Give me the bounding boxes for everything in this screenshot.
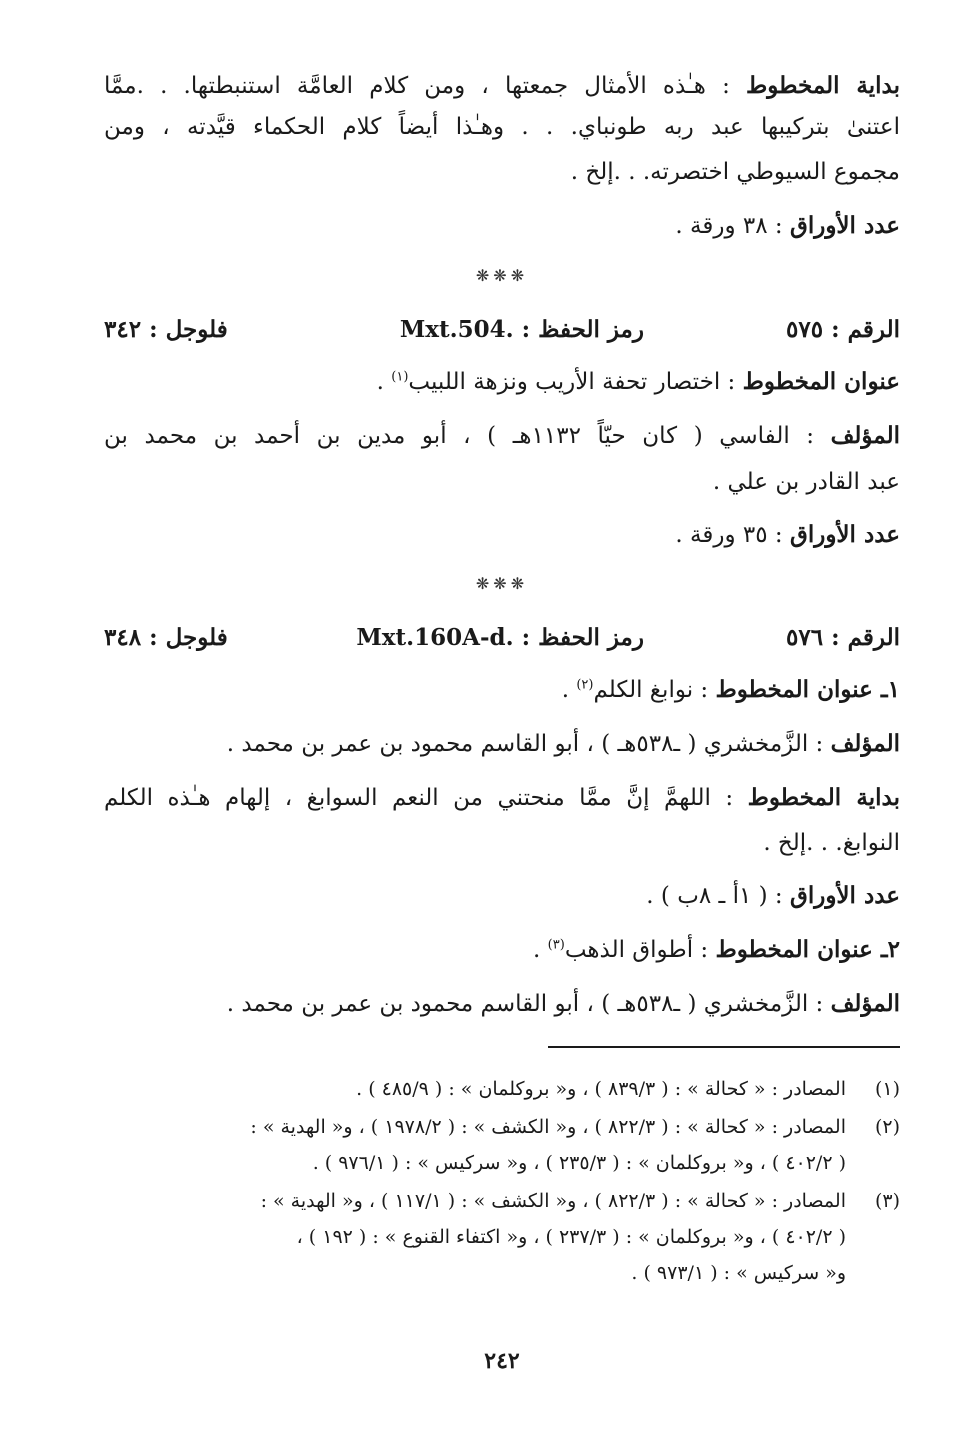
page-number: ٢٤٢ [484, 1348, 520, 1374]
record-number: الرقم : ٥٧٦ [786, 624, 900, 651]
footnote-ref: (٣) [547, 937, 565, 953]
footnote-ref: (١) [391, 369, 409, 385]
leaves-label: عدد الأوراق [789, 882, 900, 909]
shelf-mark: رمز الحفظ : .Mxt.160A-d [356, 624, 644, 651]
author-label: المؤلف [830, 730, 900, 757]
footnote-number: (١) [874, 1078, 900, 1100]
author-label: المؤلف [830, 990, 900, 1017]
title-label: عنوان المخطوط [742, 368, 900, 395]
record-575-author-line2: عبد القادر بن علي . [712, 469, 900, 495]
footnote-number: (٣) [874, 1190, 900, 1212]
footnote-ref: (٢) [576, 677, 594, 693]
record-576-item1-start-line1: بداية المخطوط : اللهمَّ إنَّ ممَّا منحتني من النعم السوابغ ، إلهام هـٰذه الكلم [104, 784, 900, 811]
record-575-leaves: عدد الأوراق : ٣٥ ورقة . [675, 521, 900, 548]
footnote-text: المصادر : « كحالة » : ( ٨٢٢/٣ ) ، و« الكشف » : ( ١٩٧٨/٢ ) ، و« الهدية » : [250, 1116, 846, 1138]
prev-start-line1: بداية المخطوط : هـٰذه الأمثال جمعتها ، ومن كلام العامَّة استنبطتها. . .ممَّا [104, 72, 900, 99]
footnote-text: ( ٤٠٢/٢ ) ، و« بروكلمان » : ( ٢٣٥/٣ ) ، و« سركيس » : ( ٩٧٦/١ ) . [312, 1152, 846, 1174]
record-576-item1-title: ١ـ عنوان المخطوط : نوابغ الكلم$^{(٢)}$ . [561, 676, 900, 703]
footnote-text: المصادر : « كحالة » : ( ٨٢٢/٣ ) ، و« الكشف » : ( ١١٧/١ ) ، و« الهدية » : [260, 1190, 846, 1212]
footnote-text: ( ٤٠٢/٢ ) ، و« بروكلمان » : ( ٢٣٧/٣ ) ، و« اكتفاء القنوع » : ( ١٩٢ ) ، [296, 1226, 846, 1248]
flugel-number: فلوجل : ٣٤٨ [104, 624, 228, 651]
prev-start-line3: مجموع السيوطي اختصرته. . .إلخ . [570, 159, 900, 185]
record-576-item1-author: المؤلف : الزَّمخشري ( ـ٥٣٨هـ ) ، أبو القاسم محمود بن عمر بن محمد . [226, 730, 900, 757]
separator-stars: ❋❋❋ [475, 266, 529, 285]
record-576-item1-start-line2: النوابغ. . .إلخ . [763, 830, 900, 856]
record-576-item1-leaves: عدد الأوراق : ( ١أ ـ ٨ب ) . [646, 882, 900, 909]
title-label: ١ـ عنوان المخطوط [715, 676, 900, 703]
record-576-item2-title: ٢ـ عنوان المخطوط : أطواق الذهب$^{(٣)}$ . [533, 936, 900, 963]
footnote-text: و« سركيس » : ( ٩٧٣/١ ) . [631, 1262, 846, 1284]
title-label: ٢ـ عنوان المخطوط [715, 936, 900, 963]
separator-stars: ❋❋❋ [475, 574, 529, 593]
shelf-mark: رمز الحفظ : .Mxt.504 [399, 316, 644, 343]
record-575-author-line1: المؤلف : الفاسي ( كان حيّاً ١١٣٢هـ ) ، أبو مدين بن أحمد بن محمد بن [104, 422, 900, 449]
flugel-number: فلوجل : ٣٤٢ [104, 316, 228, 343]
leaves-label: عدد الأوراق [789, 521, 900, 548]
record-575-title: عنوان المخطوط : اختصار تحفة الأريب ونزهة اللبيب$^{(١)}$ . [376, 368, 900, 395]
record-576-header [104, 624, 900, 654]
prev-leaves-label: عدد الأوراق [789, 212, 900, 239]
prev-start-line2: اعتنىٰ بتركيبها عبد ربه طونباي. . . وهـٰذا أيضاً كلام الحكماء قيَّدته ، ومن [104, 114, 900, 140]
record-576-item2-author: المؤلف : الزَّمخشري ( ـ٥٣٨هـ ) ، أبو القاسم محمود بن عمر بن محمد . [226, 990, 900, 1017]
start-label: بداية المخطوط [747, 784, 900, 811]
prev-leaves: عدد الأوراق : ٣٨ ورقة . [675, 212, 900, 239]
footnote-text: المصادر : « كحالة » : ( ٨٣٩/٣ ) ، و« بروكلمان » : ( ٤٨٥/٩ ) . [356, 1078, 846, 1100]
record-575-header [104, 316, 900, 346]
footnote-number: (٢) [874, 1116, 900, 1138]
prev-start-label: بداية المخطوط [745, 72, 900, 99]
author-label: المؤلف [830, 422, 900, 449]
record-number: الرقم : ٥٧٥ [786, 316, 900, 343]
footnote-rule [548, 1046, 900, 1048]
